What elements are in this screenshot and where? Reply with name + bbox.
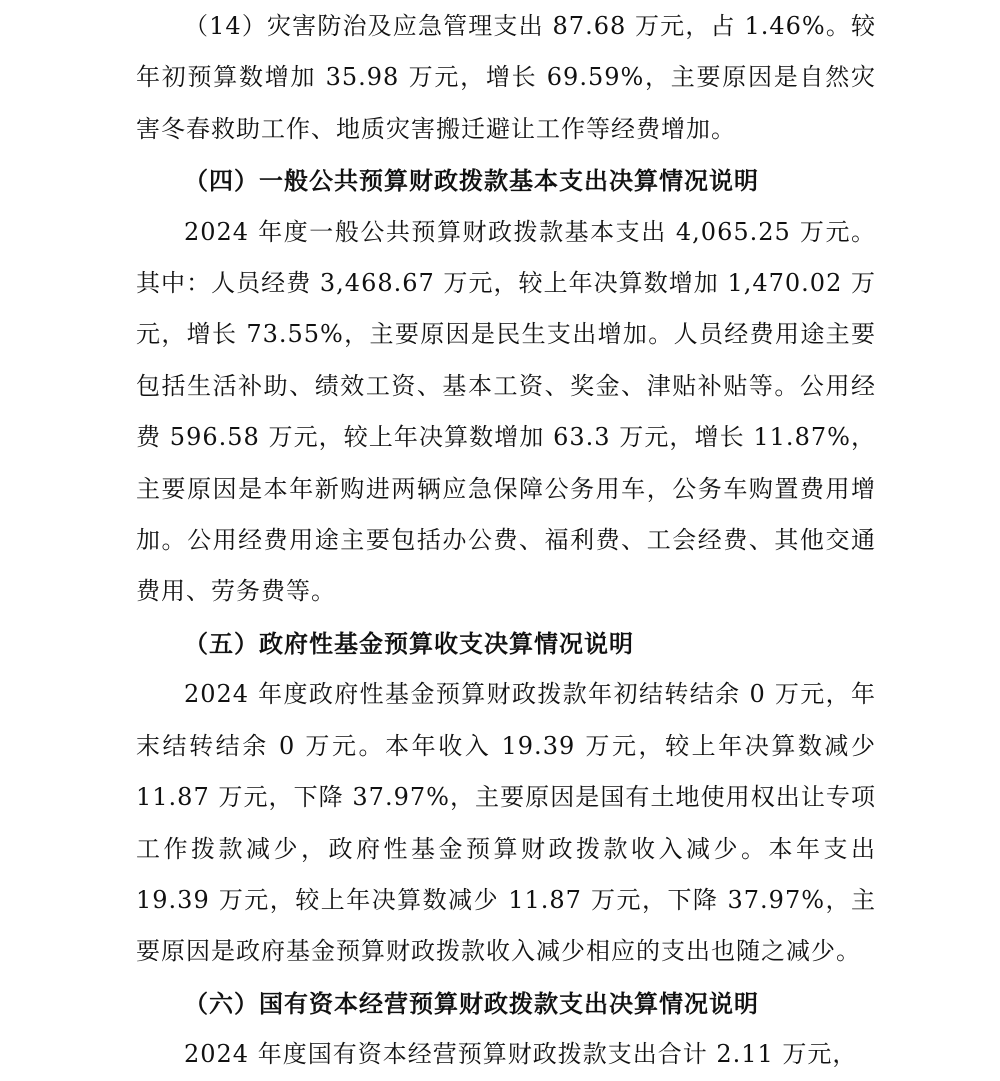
- paragraph-basic-expenditure: 2024 年度一般公共预算财政拨款基本支出 4,065.25 万元。其中：人员经费 3,468.67 万元，较上年决算数增加 1,470.02 万元，增长 73.55%，主要原因是民生支出增加。人员经费用途主要包括生活补助、绩效工资、基本工资、奖金、津贴补贴等。公用经费 596.58 万元，较上年决算数增加 63.3 万元，增长 11.87%，主要原因是本年新购进两辆应急保障公务用车，公务车购置费用增加。公用经费用途主要包括办公费、福利费、工会经费、其他交通费用、劳务费等。: [136, 217, 876, 606]
- paragraph-government-fund: 2024 年度政府性基金预算财政拨款年初结转结余 0 万元，年末结转结余 0 万元。本年收入 19.39 万元，较上年决算数减少 11.87 万元，下降 37.97%，主要原因是国有土地使用权出让专项工作拨款减少，政府性基金预算财政拨款收入减少。本年支出 19.39 万元，较上年决算数减少 11.87 万元，下降 37.97%，主要原因是政府基金预算财政拨款收入减少相应的支出也随之减少。: [136, 680, 876, 966]
- section-heading-basic-expenditure: （四）一般公共预算财政拨款基本支出决算情况说明: [184, 166, 759, 196]
- paragraph-disaster-prevention-expenditure: （14）灾害防治及应急管理支出 87.68 万元，占 1.46%。较年初预算数增加 35.98 万元，增长 69.59%，主要原因是自然灾害冬春救助工作、地质灾害搬迁避让工作等经费增加。: [136, 12, 876, 143]
- section-heading-government-fund: （五）政府性基金预算收支决算情况说明: [184, 628, 634, 658]
- paragraph-state-capital: 2024 年度国有资本经营预算财政拨款支出合计 2.11 万元，: [184, 1040, 858, 1069]
- document-page: [136, 1, 876, 1081]
- section-heading-state-capital: （六）国有资本经营预算财政拨款支出决算情况说明: [184, 988, 759, 1018]
